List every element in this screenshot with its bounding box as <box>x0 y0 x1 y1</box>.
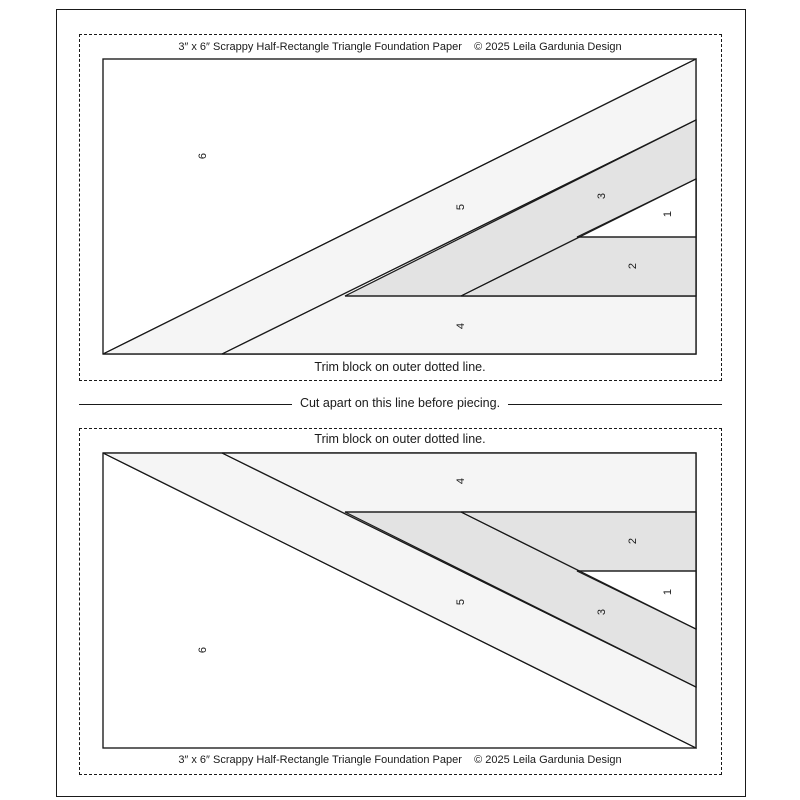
bottom-piece-1-label: 1 <box>661 588 674 596</box>
top-trim-note: Trim block on outer dotted line. <box>314 360 486 374</box>
top-piece-1-label: 1 <box>661 210 674 218</box>
top-piece-3-label: 3 <box>595 192 608 200</box>
bottom-header-title: 3″ x 6″ Scrappy Half-Rectangle Triangle Foundation Paper <box>178 754 462 766</box>
bottom-piece-4-label: 4 <box>454 477 467 485</box>
top-piece-2-label: 2 <box>626 262 639 270</box>
top-header-title: 3″ x 6″ Scrappy Half-Rectangle Triangle Foundation Paper <box>178 41 462 53</box>
top-piece-4-label: 4 <box>454 322 467 330</box>
bottom-piece-2-label: 2 <box>626 537 639 545</box>
top-piece-6-label: 6 <box>196 152 209 160</box>
bottom-header-copyright: © 2025 Leila Gardunia Design <box>474 754 622 766</box>
top-piece-5-label: 5 <box>454 203 467 211</box>
top-header-copyright: © 2025 Leila Gardunia Design <box>474 41 622 53</box>
bottom-pattern <box>103 453 696 748</box>
bottom-piece-5-label: 5 <box>454 598 467 606</box>
top-pattern <box>103 59 696 354</box>
bottom-piece-3-label: 3 <box>595 608 608 616</box>
cut-apart-note-text: Cut apart on this line before piecing. <box>292 396 508 410</box>
bottom-piece-6-label: 6 <box>196 646 209 654</box>
bottom-trim-note: Trim block on outer dotted line. <box>314 432 486 446</box>
